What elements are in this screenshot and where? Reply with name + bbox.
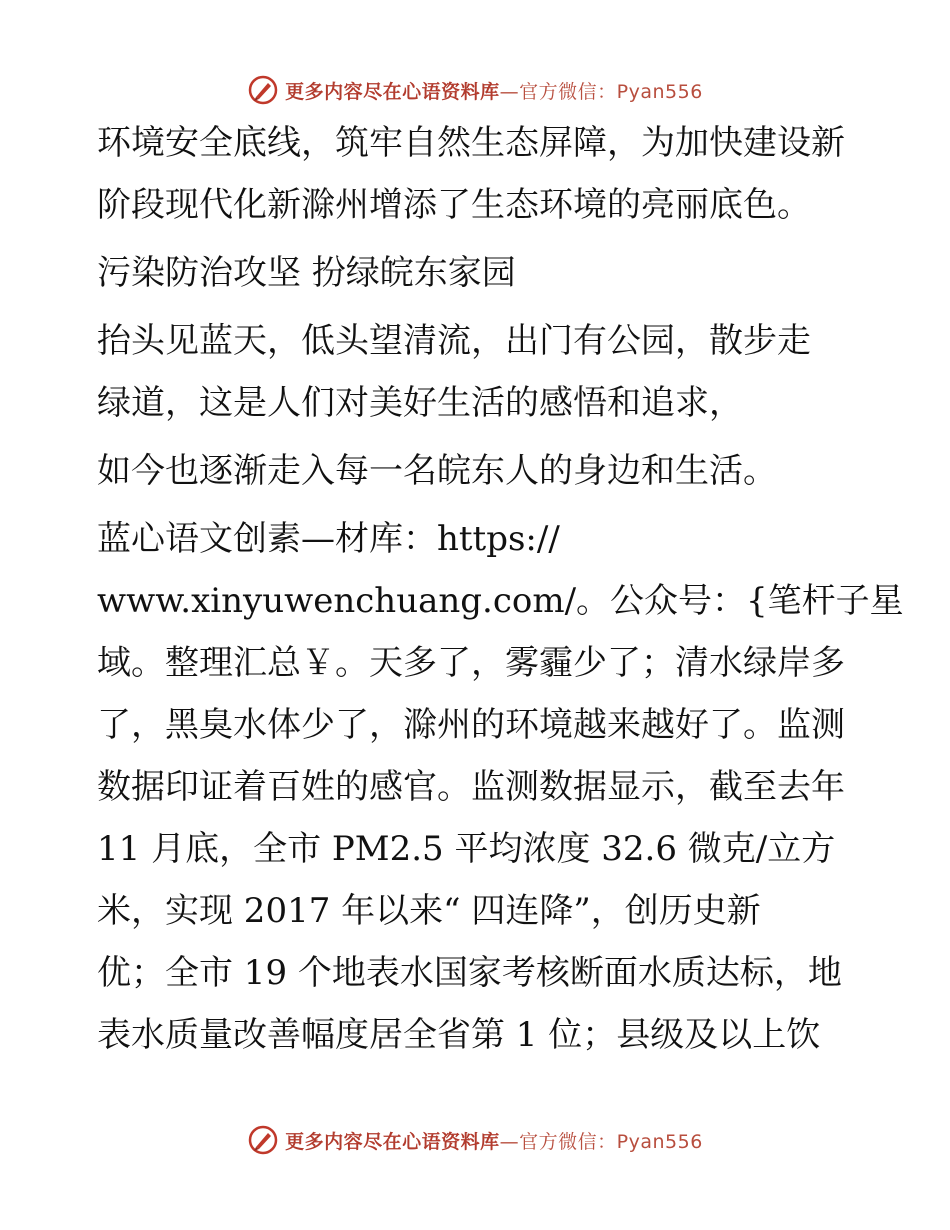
body-line: 绿道，这是人们对美好生活的感悟和追求，: [97, 383, 743, 423]
body-line: 抬头见蓝天，低头望清流，出门有公园，散步走: [97, 321, 811, 361]
body-line: 蓝心语文创素—材库：https://: [97, 519, 560, 559]
body-line: 如今也逐渐走入每一名皖东人的身边和生活。: [97, 451, 777, 491]
footer-watermark-text: [285, 1127, 703, 1154]
header-watermark-separator: —: [499, 80, 520, 103]
footer-watermark-contact: 官方微信：Pyan556: [519, 1130, 703, 1153]
body-line: 域。整理汇总￥。天多了，雾霾少了；清水绿岸多: [97, 643, 845, 683]
section-heading: 污染防治攻坚 扮绿皖东家园: [97, 253, 516, 293]
body-line: 11 月底，全市 PM2.5 平均浓度 32.6 微克/立方: [97, 829, 836, 869]
header-watermark-text: [285, 77, 703, 104]
document-body: [97, 123, 904, 1055]
body-line: 环境安全底线，筑牢自然生态屏障，为加快建设新: [97, 123, 845, 163]
body-line: 米，实现 2017 年以来“ 四连降”，创历史新: [97, 891, 761, 931]
pen-logo-icon: [247, 74, 279, 106]
footer-watermark-separator: —: [499, 1130, 520, 1153]
body-line: 数据印证着百姓的感官。监测数据显示，截至去年: [97, 767, 845, 807]
pen-logo-icon: [247, 1124, 279, 1156]
footer-watermark-brand: 更多内容尽在心语资料库: [285, 1130, 500, 1153]
header-watermark: [0, 70, 950, 110]
body-line: www.xinyuwenchuang.com/。公众号：{笔杆子星: [97, 581, 904, 621]
body-line: 了，黑臭水体少了，滁州的环境越来越好了。监测: [97, 705, 845, 745]
body-line: 阶段现代化新滁州增添了生态环境的亮丽底色。: [97, 185, 811, 225]
header-watermark-brand: 更多内容尽在心语资料库: [285, 80, 500, 103]
header-watermark-contact: 官方微信：Pyan556: [519, 80, 703, 103]
body-line: 优；全市 19 个地表水国家考核断面水质达标，地: [97, 953, 842, 993]
body-line: 表水质量改善幅度居全省第 1 位；县级及以上饮: [97, 1015, 821, 1055]
footer-watermark: [0, 1120, 950, 1160]
